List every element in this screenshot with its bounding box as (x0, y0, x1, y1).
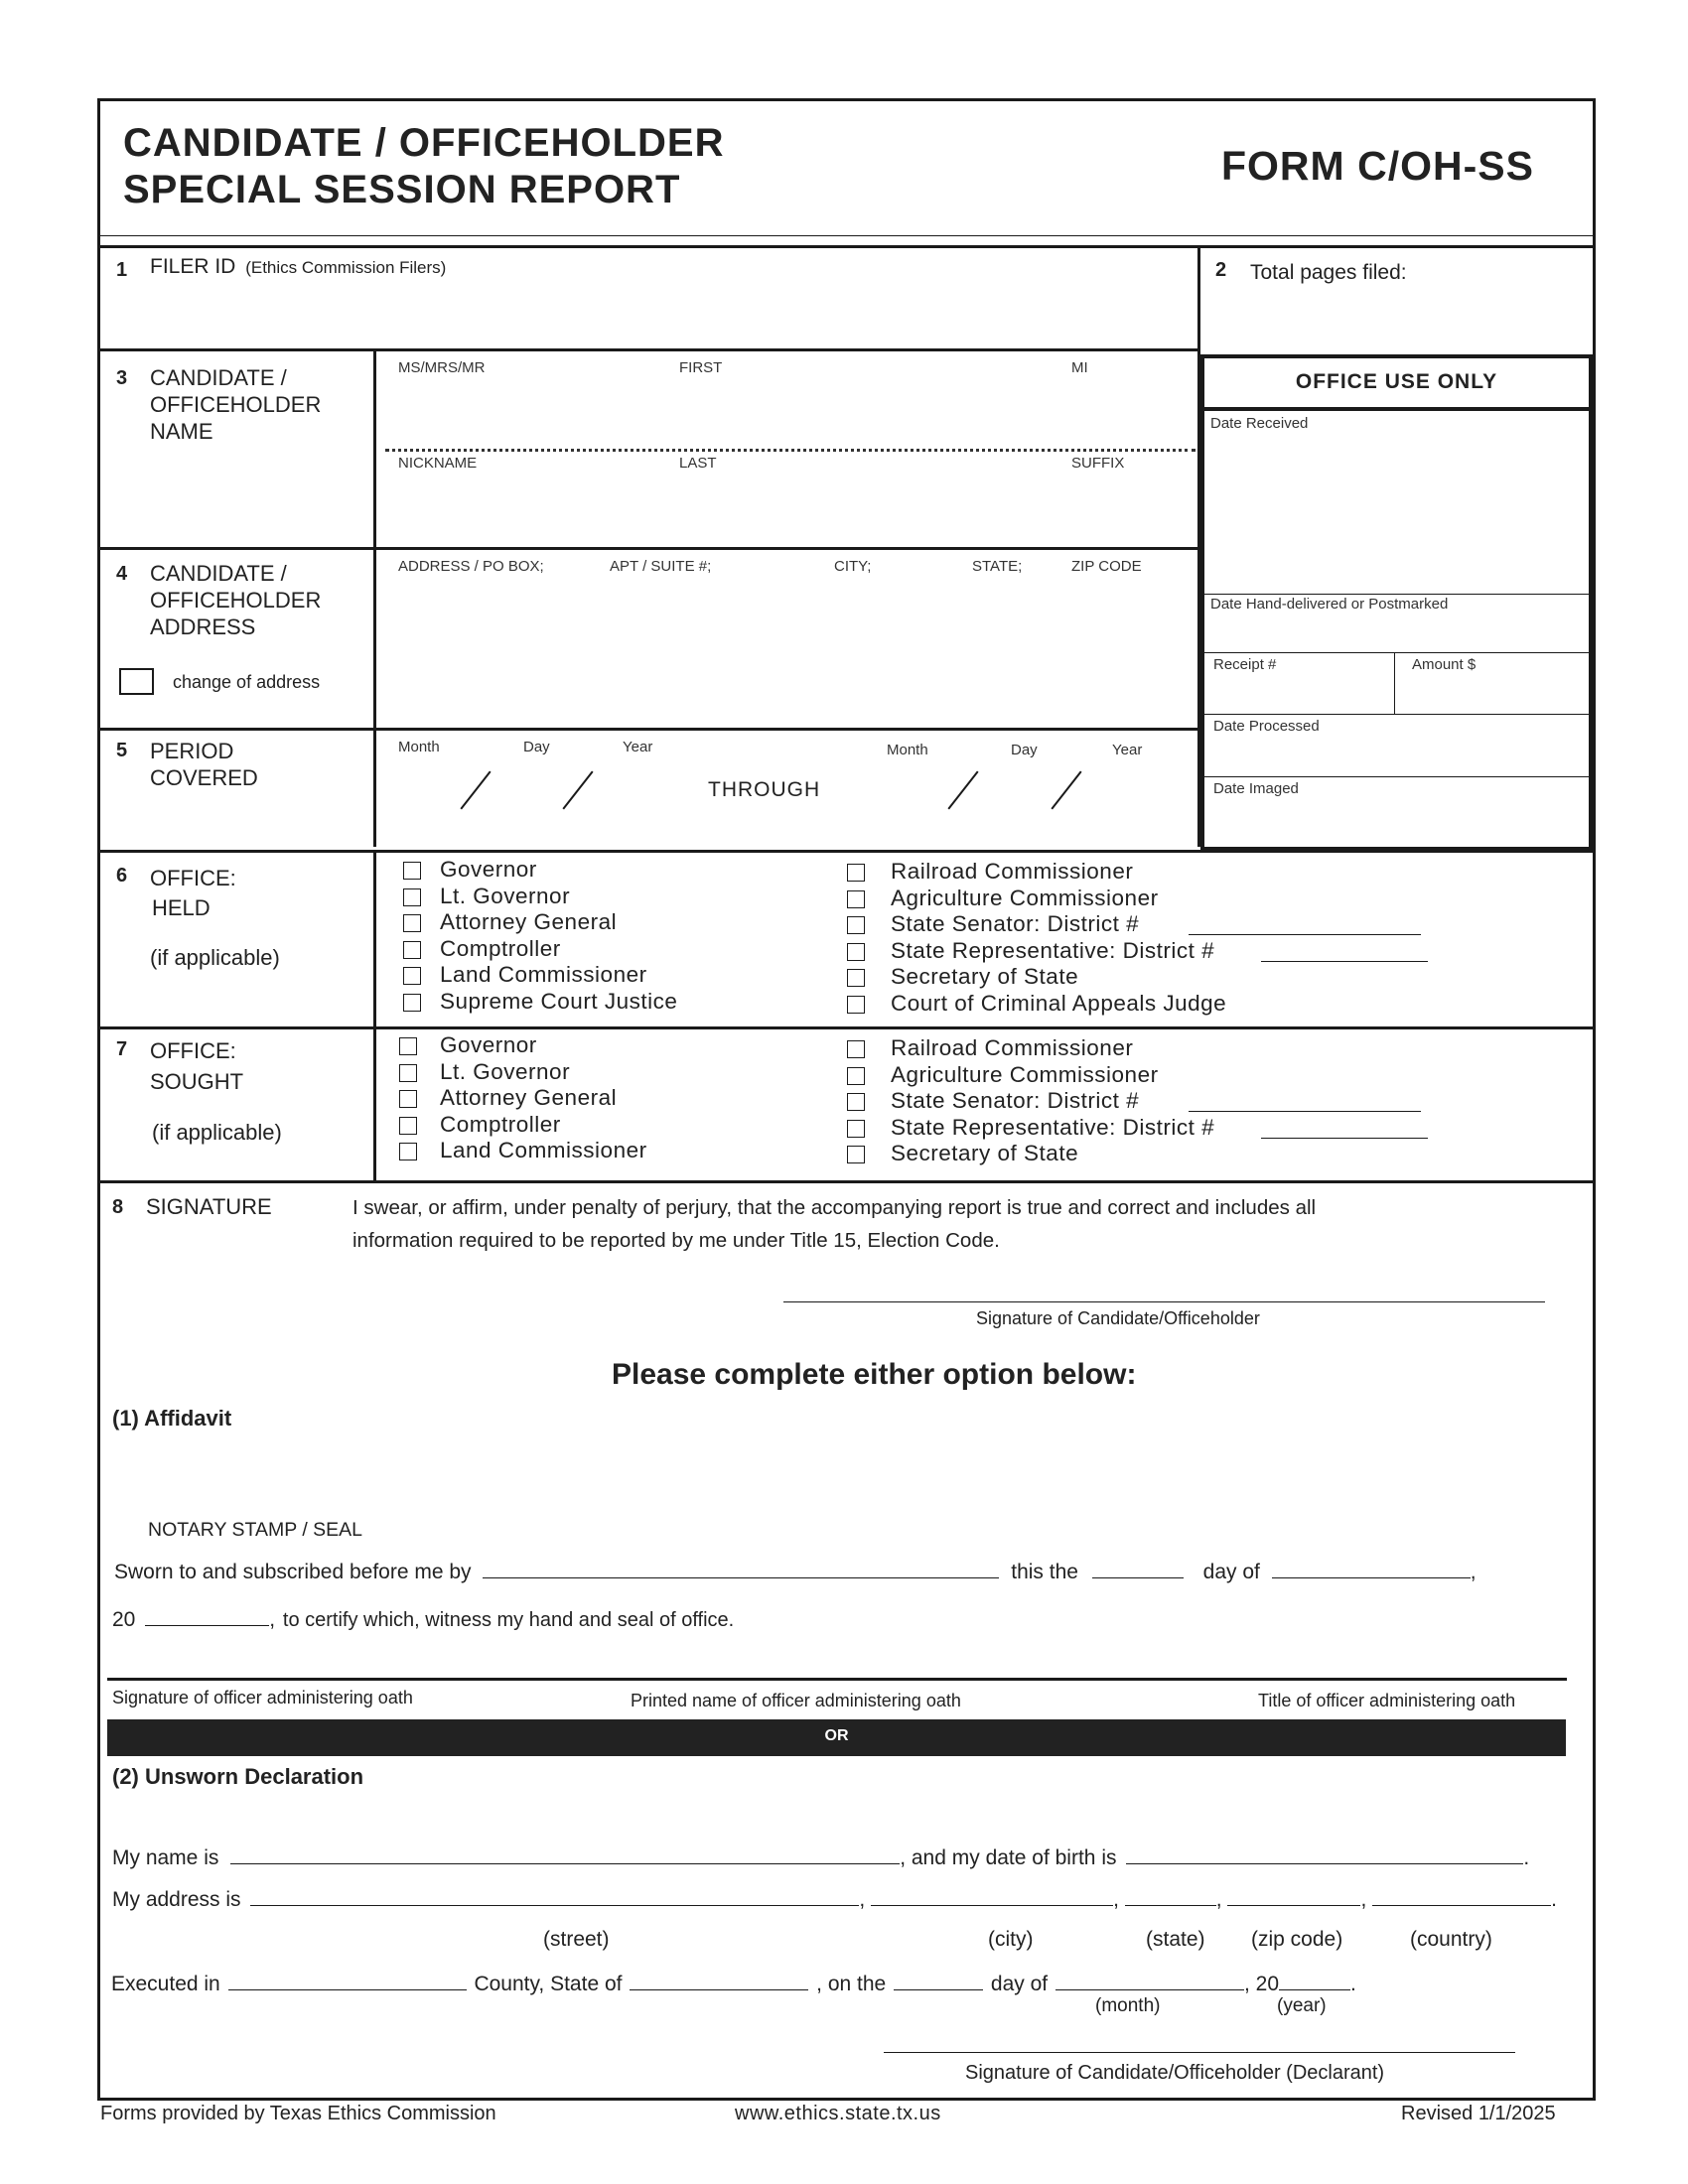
period-start-date-field[interactable] (387, 759, 685, 814)
candidate-signature-line[interactable] (783, 1277, 1545, 1302)
year-caption: (year) (1277, 1995, 1327, 2016)
form-id: FORM C/OH-SS (1221, 143, 1534, 189)
label-line: HELD (152, 895, 211, 920)
address-field[interactable] (381, 581, 1194, 725)
officer-title-caption: Title of officer administering oath (1258, 1691, 1516, 1710)
office-option-label: Lt. Governor (440, 1058, 571, 1084)
start-month-label: Month (398, 739, 440, 755)
office-held-label (150, 865, 280, 971)
sworn-month-field[interactable] (1272, 1559, 1471, 1578)
rule (97, 850, 1596, 853)
label-line: ADDRESS (150, 614, 256, 639)
office-checkbox[interactable] (847, 1146, 865, 1163)
name-dob-line (112, 1844, 1529, 1870)
notary-stamp-label: NOTARY STAMP / SEAL (148, 1519, 363, 1541)
date-processed-label: Date Processed (1213, 718, 1320, 735)
section-number: 4 (116, 563, 128, 585)
footer-center: www.ethics.state.tx.us (735, 2103, 941, 2124)
date-hand-delivered-label: Date Hand-delivered or Postmarked (1210, 596, 1449, 613)
office-checkbox[interactable] (847, 1120, 865, 1138)
label-line: CANDIDATE / (150, 365, 287, 390)
signature-section-label: SIGNATURE (146, 1194, 272, 1219)
sworn-year-field[interactable] (145, 1606, 269, 1626)
sworn-line (114, 1559, 1477, 1584)
office-checkbox[interactable] (403, 994, 421, 1012)
declarant-signature-caption: Signature of Candidate/Officeholder (Declarant) (965, 2062, 1385, 2084)
declarant-signature-line[interactable] (884, 2025, 1515, 2053)
label-line: OFFICE: (150, 866, 236, 890)
period-end-date-field[interactable] (874, 759, 1182, 814)
state-of-field[interactable] (630, 1971, 808, 1990)
zip-caption: (zip code) (1251, 1928, 1343, 1951)
nickname-label: NICKNAME (398, 455, 478, 472)
address-line (112, 1886, 1557, 1912)
executed-in-text: Executed in (111, 1973, 220, 1995)
section-number: 8 (112, 1196, 124, 1218)
rule (97, 547, 1199, 550)
period: . (1523, 1846, 1530, 1869)
unsworn-title: (2) Unsworn Declaration (112, 1764, 364, 1789)
rule (373, 850, 376, 1182)
zip-field[interactable] (1227, 1886, 1360, 1906)
date-of-birth-field[interactable] (1126, 1844, 1523, 1864)
office-option-label: Lt. Governor (440, 883, 571, 908)
date-imaged-label: Date Imaged (1213, 780, 1299, 797)
country-caption: (country) (1410, 1928, 1492, 1951)
office-option-label: Agriculture Commissioner (891, 1061, 1159, 1087)
dob-text: , and my date of birth is (900, 1846, 1117, 1869)
label-line: (if applicable) (150, 945, 280, 970)
sworn-text: Sworn to and subscribed before me by (114, 1561, 472, 1583)
office-checkbox[interactable] (403, 967, 421, 985)
officer-signature-line (107, 1678, 1567, 1681)
office-option-label: State Representative: District # (891, 1114, 1215, 1140)
district-number-field[interactable] (1261, 1117, 1428, 1139)
change-of-address-checkbox[interactable] (119, 668, 154, 695)
executed-month-field[interactable] (1055, 1971, 1244, 1990)
officer-signature-caption: Signature of officer administering oath (112, 1688, 413, 1707)
label-line: OFFICE: (150, 1038, 236, 1063)
footer-right: Revised 1/1/2025 (1401, 2103, 1556, 2124)
day-of-text: day of (1202, 1561, 1260, 1583)
office-option-label: Supreme Court Justice (440, 988, 678, 1014)
county-field[interactable] (228, 1971, 467, 1990)
rule (1200, 776, 1593, 777)
office-checkbox[interactable] (847, 864, 865, 882)
office-checkbox[interactable] (399, 1117, 417, 1135)
oath-text-line2: information required to be reported by me under Title 15, Election Code. (352, 1229, 1000, 1252)
office-option-label: Comptroller (440, 1111, 561, 1137)
district-number-field[interactable] (1189, 913, 1421, 935)
or-label: OR (824, 1727, 849, 1744)
section-number: 5 (116, 740, 128, 761)
rule (97, 1180, 1596, 1183)
footer-left: Forms provided by Texas Ethics Commission (100, 2103, 496, 2124)
office-option-label: Attorney General (440, 909, 618, 934)
office-use-title: OFFICE USE ONLY (1295, 370, 1498, 393)
rule (1200, 652, 1593, 653)
day-of-text: day of (990, 1973, 1049, 1995)
label-line: CANDIDATE / (150, 561, 287, 586)
section-number: 1 (116, 259, 128, 281)
country-field[interactable] (1372, 1886, 1551, 1906)
executed-day-field[interactable] (894, 1971, 983, 1990)
sworn-day-field[interactable] (1092, 1559, 1184, 1578)
label-line: (if applicable) (152, 1120, 282, 1145)
office-checkbox[interactable] (403, 941, 421, 959)
office-checkbox[interactable] (847, 969, 865, 987)
last-name-row-field[interactable] (381, 475, 1194, 546)
month-caption: (month) (1095, 1995, 1161, 2016)
office-option-label: State Senator: District # (891, 1088, 1140, 1113)
office-option-label: Land Commissioner (440, 962, 647, 987)
office-checkbox[interactable] (847, 890, 865, 908)
office-checkbox[interactable] (847, 1040, 865, 1058)
last-label: LAST (679, 455, 717, 472)
office-option-label: Railroad Commissioner (891, 1035, 1134, 1060)
executed-line (111, 1971, 1356, 1996)
start-day-label: Day (523, 739, 550, 755)
address-label: ADDRESS / PO BOX; (398, 558, 544, 575)
rule (1200, 714, 1593, 715)
end-day-label: Day (1011, 742, 1038, 758)
comma: , (1215, 1888, 1222, 1911)
office-checkbox[interactable] (847, 1067, 865, 1085)
comma: , (1113, 1888, 1119, 1911)
period: . (1350, 1973, 1356, 1995)
candidate-signature-caption: Signature of Candidate/Officeholder (976, 1308, 1260, 1328)
rule (97, 728, 1199, 731)
office-checkbox[interactable] (847, 916, 865, 934)
state-field[interactable] (1125, 1886, 1216, 1906)
through-label: THROUGH (708, 778, 821, 801)
twenty-text: 20 (112, 1608, 136, 1631)
city-label: CITY; (834, 558, 872, 575)
section-number: 3 (116, 367, 128, 389)
filer-id-text: FILER ID (150, 255, 236, 278)
city-caption: (city) (988, 1928, 1034, 1951)
section-number: 2 (1215, 259, 1227, 281)
filer-id-label (150, 255, 446, 279)
office-option-label: Secretary of State (891, 964, 1079, 989)
office-sought-label (150, 1037, 282, 1146)
executed-year-field[interactable] (1279, 1971, 1350, 1990)
filer-id-sub: (Ethics Commission Filers) (245, 258, 447, 277)
office-option-label: State Representative: District # (891, 937, 1215, 963)
ms-label: MS/MRS/MR (398, 359, 486, 376)
first-name-row-field[interactable] (381, 379, 1194, 445)
office-option-label: Attorney General (440, 1085, 618, 1110)
address-section-label (150, 560, 321, 640)
office-option-label: State Senator: District # (891, 911, 1140, 936)
comma: , (269, 1608, 276, 1631)
suffix-label: SUFFIX (1071, 455, 1125, 472)
affidavit-title: (1) Affidavit (112, 1406, 232, 1431)
office-checkbox[interactable] (403, 888, 421, 906)
on-the-text: , on the (816, 1973, 887, 1995)
district-number-field[interactable] (1261, 940, 1428, 962)
office-option-label: Land Commissioner (440, 1138, 647, 1162)
rule (97, 1026, 1596, 1029)
rule (1200, 594, 1593, 595)
office-checkbox[interactable] (399, 1037, 417, 1055)
comma: , (859, 1888, 866, 1911)
label-line: OFFICEHOLDER (150, 588, 322, 613)
period: . (1551, 1888, 1557, 1911)
form-title-line2: SPECIAL SESSION REPORT (123, 168, 681, 211)
total-pages-label: Total pages filed: (1250, 261, 1407, 284)
office-option-label: Governor (440, 1032, 537, 1057)
office-option-label: Governor (440, 857, 537, 882)
my-address-text: My address is (112, 1888, 241, 1911)
first-label: FIRST (679, 359, 723, 376)
filer-id-field[interactable] (102, 288, 1195, 347)
district-number-field[interactable] (1189, 1090, 1421, 1112)
rule (373, 348, 376, 847)
comma: , (1470, 1561, 1477, 1583)
amount-label: Amount $ (1412, 656, 1477, 673)
end-year-label: Year (1112, 742, 1143, 758)
rule (1200, 407, 1593, 411)
office-checkbox[interactable] (847, 943, 865, 961)
total-pages-field[interactable] (1203, 293, 1591, 347)
section-number: 6 (116, 865, 128, 887)
receipt-label: Receipt # (1213, 656, 1277, 673)
twenty-text: , 20 (1243, 1973, 1279, 1995)
label-line: OFFICEHOLDER (150, 392, 322, 417)
end-month-label: Month (887, 742, 928, 758)
start-year-label: Year (623, 739, 653, 755)
please-complete-heading: Please complete either option below: (612, 1358, 1137, 1391)
mi-label: MI (1071, 359, 1088, 376)
county-text: County, State of (474, 1973, 623, 1995)
street-field[interactable] (250, 1886, 859, 1906)
office-checkbox[interactable] (399, 1064, 417, 1082)
office-checkbox[interactable] (399, 1090, 417, 1108)
street-caption: (street) (543, 1928, 610, 1951)
state-label: STATE; (972, 558, 1023, 575)
dotted-separator (385, 449, 1196, 452)
declarant-name-field[interactable] (230, 1844, 900, 1864)
officer-printed-name-caption: Printed name of officer administering oath (631, 1691, 961, 1710)
change-of-address-label: change of address (173, 672, 321, 692)
section-number: 7 (116, 1038, 128, 1060)
officer-signature-field[interactable] (107, 1628, 1567, 1678)
office-option-label: Railroad Commissioner (891, 859, 1134, 884)
rule (97, 245, 1596, 248)
apt-label: APT / SUITE #; (610, 558, 712, 575)
state-caption: (state) (1146, 1928, 1205, 1951)
zip-label: ZIP CODE (1071, 558, 1142, 575)
period-section-label (150, 738, 258, 791)
name-section-label (150, 364, 321, 445)
office-option-label: Agriculture Commissioner (891, 885, 1159, 910)
rule (1197, 245, 1200, 351)
form-title-line1: CANDIDATE / OFFICEHOLDER (123, 121, 725, 165)
label-line: SOUGHT (150, 1069, 244, 1094)
office-option-label: Court of Criminal Appeals Judge (891, 990, 1227, 1016)
label-line: PERIOD (150, 739, 234, 763)
rule (97, 348, 1199, 351)
oath-text-line1: I swear, or affirm, under penalty of perjury, that the accompanying report is true and correct and includes all (352, 1196, 1317, 1219)
label-line: COVERED (150, 765, 258, 790)
office-checkbox[interactable] (847, 996, 865, 1014)
this-the-text: this the (1011, 1561, 1078, 1583)
header-divider (97, 235, 1596, 236)
comma: , (1360, 1888, 1367, 1911)
my-name-text: My name is (112, 1846, 219, 1869)
date-received-label: Date Received (1210, 415, 1309, 432)
sworn-by-field[interactable] (483, 1559, 999, 1578)
office-checkbox[interactable] (399, 1143, 417, 1160)
city-field[interactable] (871, 1886, 1113, 1906)
office-checkbox[interactable] (847, 1093, 865, 1111)
office-option-label: Secretary of State (891, 1141, 1079, 1165)
office-checkbox[interactable] (403, 914, 421, 932)
label-line: NAME (150, 419, 213, 444)
office-checkbox[interactable] (403, 862, 421, 880)
rule (1394, 652, 1395, 714)
office-option-label: Comptroller (440, 935, 561, 961)
certify-text: to certify which, witness my hand and seal of office. (282, 1609, 735, 1631)
